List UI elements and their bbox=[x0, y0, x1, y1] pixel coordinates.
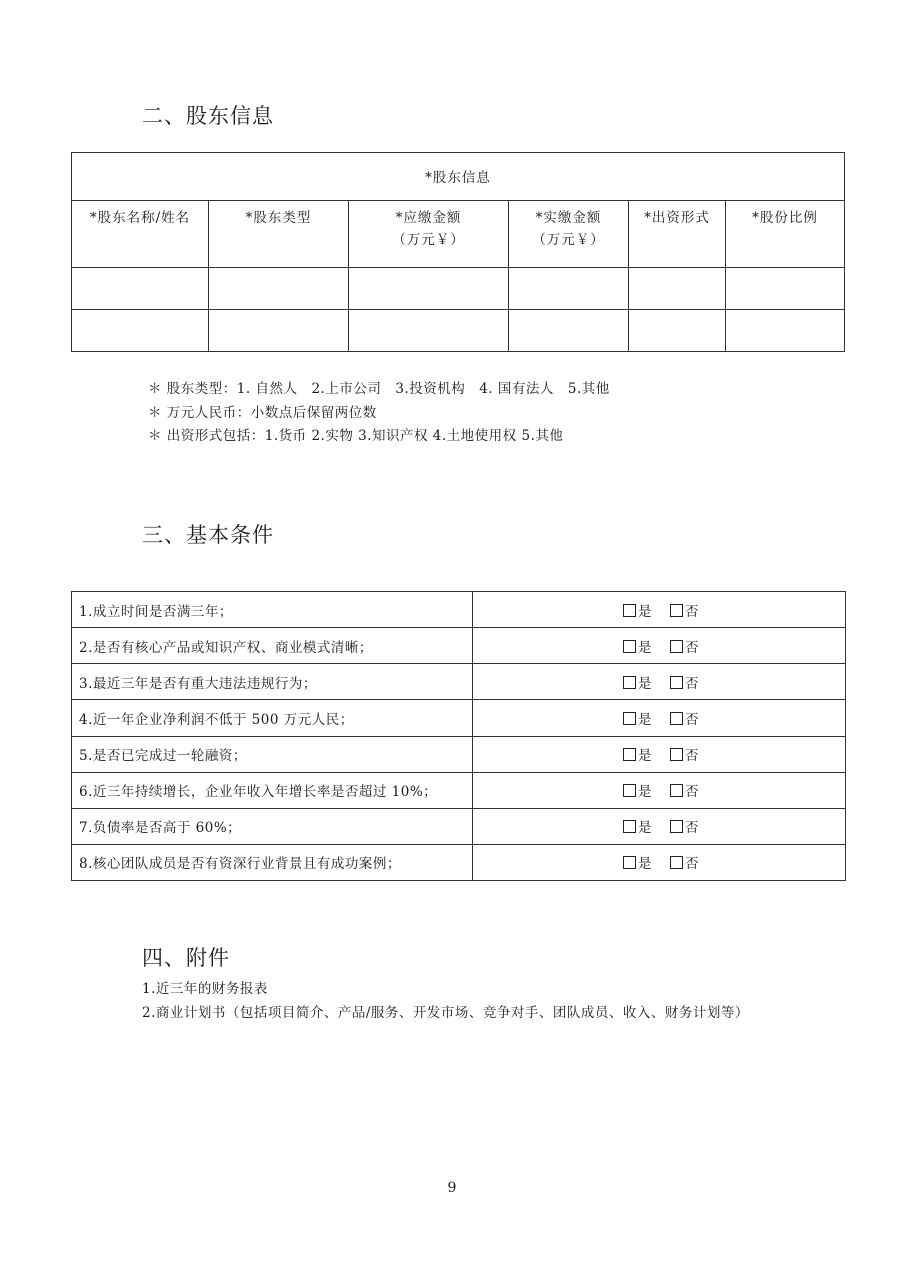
yes-label: 是 bbox=[638, 675, 652, 692]
yes-checkbox[interactable] bbox=[623, 676, 636, 689]
yes-checkbox[interactable] bbox=[623, 640, 636, 653]
condition-question: 5.是否已完成过一轮融资； bbox=[72, 736, 473, 772]
yes-checkbox[interactable] bbox=[623, 856, 636, 869]
yes-label: 是 bbox=[638, 603, 652, 620]
condition-row bbox=[72, 772, 846, 808]
no-checkbox[interactable] bbox=[670, 784, 683, 797]
yes-label: 是 bbox=[638, 820, 652, 837]
column-header-label: *股东名称/姓名 bbox=[89, 209, 191, 226]
condition-options bbox=[473, 628, 846, 664]
column-header bbox=[726, 200, 845, 267]
yes-checkbox[interactable] bbox=[623, 712, 636, 725]
table-cell[interactable] bbox=[349, 309, 509, 351]
table-cell[interactable] bbox=[349, 267, 509, 309]
note-currency: ＊ 万元人民币：小数点后保留两位数 bbox=[148, 404, 377, 421]
condition-question: 7.负债率是否高于 60%； bbox=[72, 808, 473, 844]
no-checkbox[interactable] bbox=[670, 820, 683, 833]
condition-row bbox=[72, 736, 846, 772]
yes-checkbox[interactable] bbox=[623, 604, 636, 617]
yes-label: 是 bbox=[638, 711, 652, 728]
condition-row bbox=[72, 844, 846, 880]
table-cell[interactable] bbox=[72, 309, 209, 351]
no-label: 否 bbox=[685, 820, 699, 837]
no-checkbox[interactable] bbox=[670, 856, 683, 869]
condition-row bbox=[72, 628, 846, 664]
condition-question: 2.是否有核心产品或知识产权、商业模式清晰； bbox=[72, 628, 473, 664]
condition-row bbox=[72, 664, 846, 700]
section-title-attachments: 四、附件 bbox=[142, 946, 230, 970]
condition-options bbox=[473, 700, 846, 736]
table-cell[interactable] bbox=[509, 267, 629, 309]
attachments-list bbox=[142, 978, 782, 1025]
table-cell[interactable] bbox=[509, 309, 629, 351]
column-header bbox=[629, 200, 726, 267]
no-label: 否 bbox=[685, 603, 699, 620]
table-cell[interactable] bbox=[629, 309, 726, 351]
condition-question: 4.近一年企业净利润不低于 500 万元人民； bbox=[72, 700, 473, 736]
condition-options bbox=[473, 592, 846, 628]
condition-row bbox=[72, 700, 846, 736]
column-header-label: *出资形式 bbox=[644, 209, 710, 226]
yes-label: 是 bbox=[638, 639, 652, 656]
condition-row bbox=[72, 592, 846, 628]
condition-question: 8.核心团队成员是否有资深行业背景且有成功案例； bbox=[72, 844, 473, 880]
column-header bbox=[209, 200, 349, 267]
condition-question: 1.成立时间是否满三年； bbox=[72, 592, 473, 628]
condition-question: 3.最近三年是否有重大违法违规行为； bbox=[72, 664, 473, 700]
shareholder-table bbox=[71, 152, 845, 352]
column-header-unit: （万元￥） bbox=[392, 231, 465, 248]
condition-question: 6.近三年持续增长，企业年收入年增长率是否超过 10%； bbox=[72, 772, 473, 808]
condition-options bbox=[473, 772, 846, 808]
no-label: 否 bbox=[685, 711, 699, 728]
condition-options bbox=[473, 736, 846, 772]
table-cell[interactable] bbox=[72, 267, 209, 309]
attachment-item: 2.商业计划书（包括项目简介、产品/服务、开发市场、竞争对手、团队成员、收入、财务计划等） bbox=[142, 1004, 749, 1021]
yes-checkbox[interactable] bbox=[623, 820, 636, 833]
column-header-label: *股东类型 bbox=[245, 209, 312, 226]
section-title-conditions: 三、基本条件 bbox=[142, 523, 274, 547]
note-shareholder-type: ＊ 股东类型：1. 自然人 2.上市公司 3.投资机构 4. 国有法人 5.其他 bbox=[148, 381, 610, 397]
no-label: 否 bbox=[685, 748, 699, 765]
table-cell[interactable] bbox=[209, 267, 349, 309]
yes-label: 是 bbox=[638, 856, 652, 873]
column-header bbox=[349, 200, 509, 267]
column-header bbox=[72, 200, 209, 267]
column-header-unit: （万元￥） bbox=[532, 231, 605, 248]
column-header-label: *实缴金额 bbox=[535, 209, 602, 226]
note-contribution-form: ＊ 出资形式包括：1.货币 2.实物 3.知识产权 4.土地使用权 5.其他 bbox=[148, 428, 564, 444]
condition-row bbox=[72, 808, 846, 844]
no-checkbox[interactable] bbox=[670, 604, 683, 617]
section-title-shareholder: 二、股东信息 bbox=[142, 104, 274, 128]
shareholder-table-caption: *股东信息 bbox=[72, 153, 845, 201]
yes-label: 是 bbox=[638, 784, 652, 801]
table-cell[interactable] bbox=[629, 267, 726, 309]
page-number: 9 bbox=[447, 1180, 457, 1196]
no-label: 否 bbox=[685, 675, 699, 692]
yes-label: 是 bbox=[638, 748, 652, 765]
no-checkbox[interactable] bbox=[670, 676, 683, 689]
condition-options bbox=[473, 844, 846, 880]
table-cell[interactable] bbox=[726, 267, 845, 309]
no-label: 否 bbox=[685, 856, 699, 873]
table-cell[interactable] bbox=[726, 309, 845, 351]
column-header-label: *股份比例 bbox=[752, 209, 818, 226]
no-label: 否 bbox=[685, 784, 699, 801]
condition-options bbox=[473, 664, 846, 700]
no-checkbox[interactable] bbox=[670, 748, 683, 761]
no-checkbox[interactable] bbox=[670, 712, 683, 725]
attachment-item: 1.近三年的财务报表 bbox=[142, 981, 268, 997]
conditions-table bbox=[71, 591, 846, 881]
yes-checkbox[interactable] bbox=[623, 784, 636, 797]
column-header-label: *应缴金额 bbox=[395, 209, 462, 226]
condition-options bbox=[473, 808, 846, 844]
column-header bbox=[509, 200, 629, 267]
yes-checkbox[interactable] bbox=[623, 748, 636, 761]
table-cell[interactable] bbox=[209, 309, 349, 351]
no-checkbox[interactable] bbox=[670, 640, 683, 653]
shareholder-notes bbox=[148, 378, 610, 449]
no-label: 否 bbox=[685, 639, 699, 656]
